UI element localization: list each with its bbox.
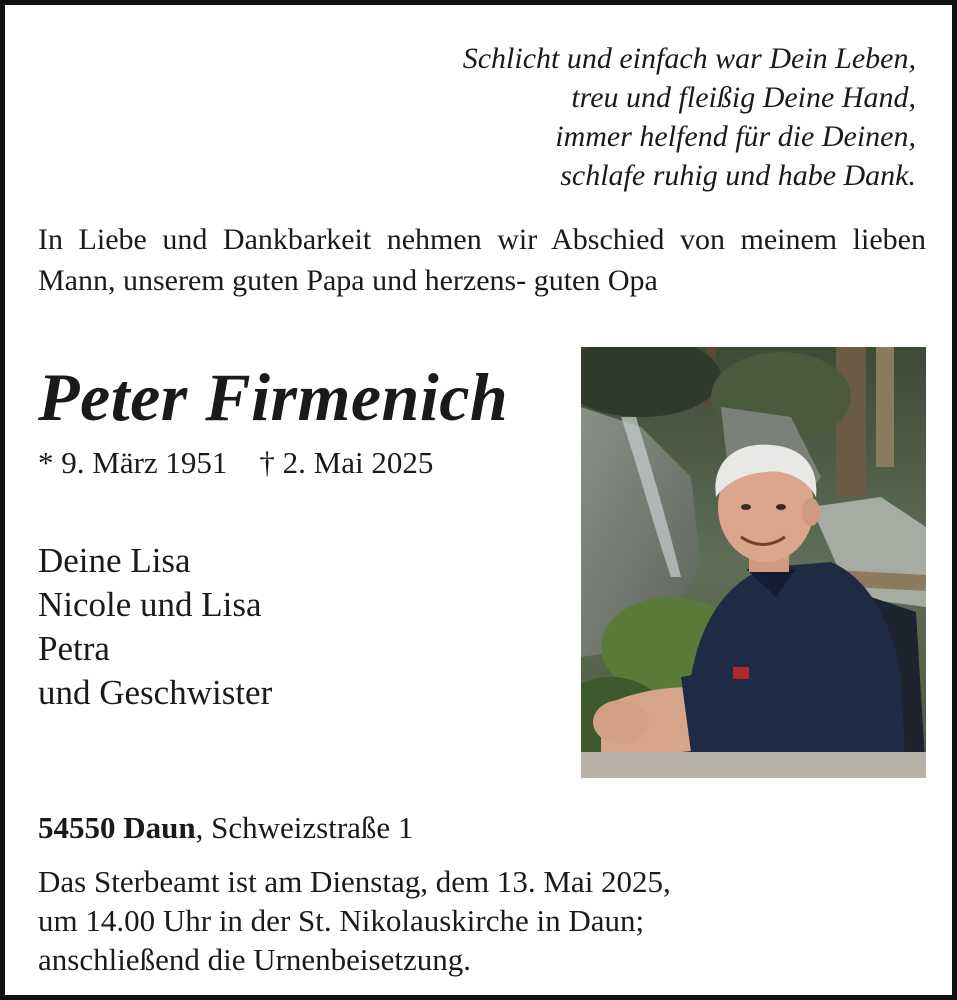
family-line: Nicole und Lisa	[38, 585, 262, 624]
address-street: , Schweizstraße 1	[195, 810, 414, 845]
family-line: Petra	[38, 629, 110, 668]
poem	[296, 39, 916, 195]
poem-line: schlafe ruhig und habe Dank.	[560, 159, 916, 192]
notice-line: um 14.00 Uhr in der St. Nikolauskirche in Daun;	[38, 903, 645, 938]
family-line: Deine Lisa	[38, 541, 191, 580]
poem-line: immer helfend für die Deinen,	[555, 120, 916, 153]
deceased-name: Peter Firmenich	[38, 359, 509, 435]
notice-line: anschließend die Urnenbeisetzung.	[38, 942, 471, 977]
death-date: † 2. Mai 2025	[259, 445, 434, 480]
birth-date: * 9. März 1951	[38, 445, 228, 480]
address-city: 54550 Daun	[38, 810, 196, 845]
portrait-illustration	[581, 347, 926, 778]
funeral-notice	[38, 862, 928, 979]
intro-text: In Liebe und Dankbarkeit nehmen wir Abschied von meinem lieben Mann, unserem guten Papa und herzens- guten Opa	[38, 223, 926, 297]
poem-line: Schlicht und einfach war Dein Leben,	[462, 42, 916, 75]
address	[38, 808, 413, 848]
family-signatures	[38, 539, 272, 715]
family-line: und Geschwister	[38, 673, 273, 712]
life-dates	[38, 443, 433, 483]
poem-line: treu und fleißig Deine Hand,	[571, 81, 916, 114]
notice-line: Das Sterbeamt ist am Dienstag, dem 13. Mai 2025,	[38, 864, 671, 899]
portrait-photo	[581, 347, 926, 778]
